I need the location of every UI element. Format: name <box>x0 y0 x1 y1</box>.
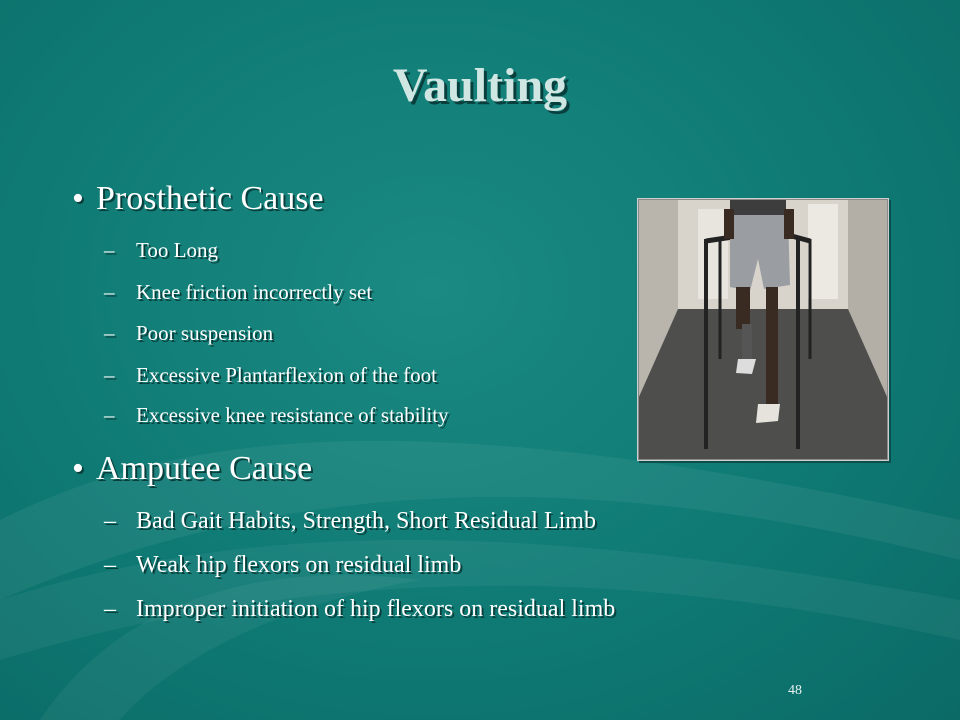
list-item-text: Bad Gait Habits, Strength, Short Residual Limb <box>136 508 596 534</box>
dash-icon: – <box>104 363 115 387</box>
section-heading-amputee <box>72 450 312 488</box>
list-item <box>104 363 437 388</box>
list-item <box>104 508 596 535</box>
list-item-text: Excessive Plantarflexion of the foot <box>136 363 437 387</box>
dash-icon: – <box>104 280 115 304</box>
list-item-text: Weak hip flexors on residual limb <box>136 552 462 578</box>
dash-icon: – <box>104 596 116 622</box>
list-item-text: Improper initiation of hip flexors on residual limb <box>136 596 616 622</box>
list-item <box>104 403 449 428</box>
dash-icon: – <box>104 238 115 262</box>
list-item-text: Knee friction incorrectly set <box>136 280 373 304</box>
dash-icon: – <box>104 508 116 534</box>
section-heading-label: Amputee Cause <box>96 450 313 487</box>
bullet-icon: • <box>72 450 84 487</box>
slide-title: Vaulting <box>392 59 568 112</box>
list-item <box>104 552 461 579</box>
bullet-icon: • <box>72 180 84 217</box>
dash-icon: – <box>104 403 115 427</box>
list-item-text: Poor suspension <box>136 321 274 345</box>
gait-photo <box>637 198 889 461</box>
list-item <box>104 238 218 263</box>
list-item-text: Too Long <box>136 238 218 262</box>
section-heading-label: Prosthetic Cause <box>96 180 324 217</box>
list-item <box>104 596 615 623</box>
list-item <box>104 321 273 346</box>
dash-icon: – <box>104 552 116 578</box>
list-item-text: Excessive knee resistance of stability <box>136 403 449 427</box>
page-number: 48 <box>788 683 802 698</box>
dash-icon: – <box>104 321 115 345</box>
list-item <box>104 280 372 305</box>
section-heading-prosthetic <box>72 180 324 218</box>
